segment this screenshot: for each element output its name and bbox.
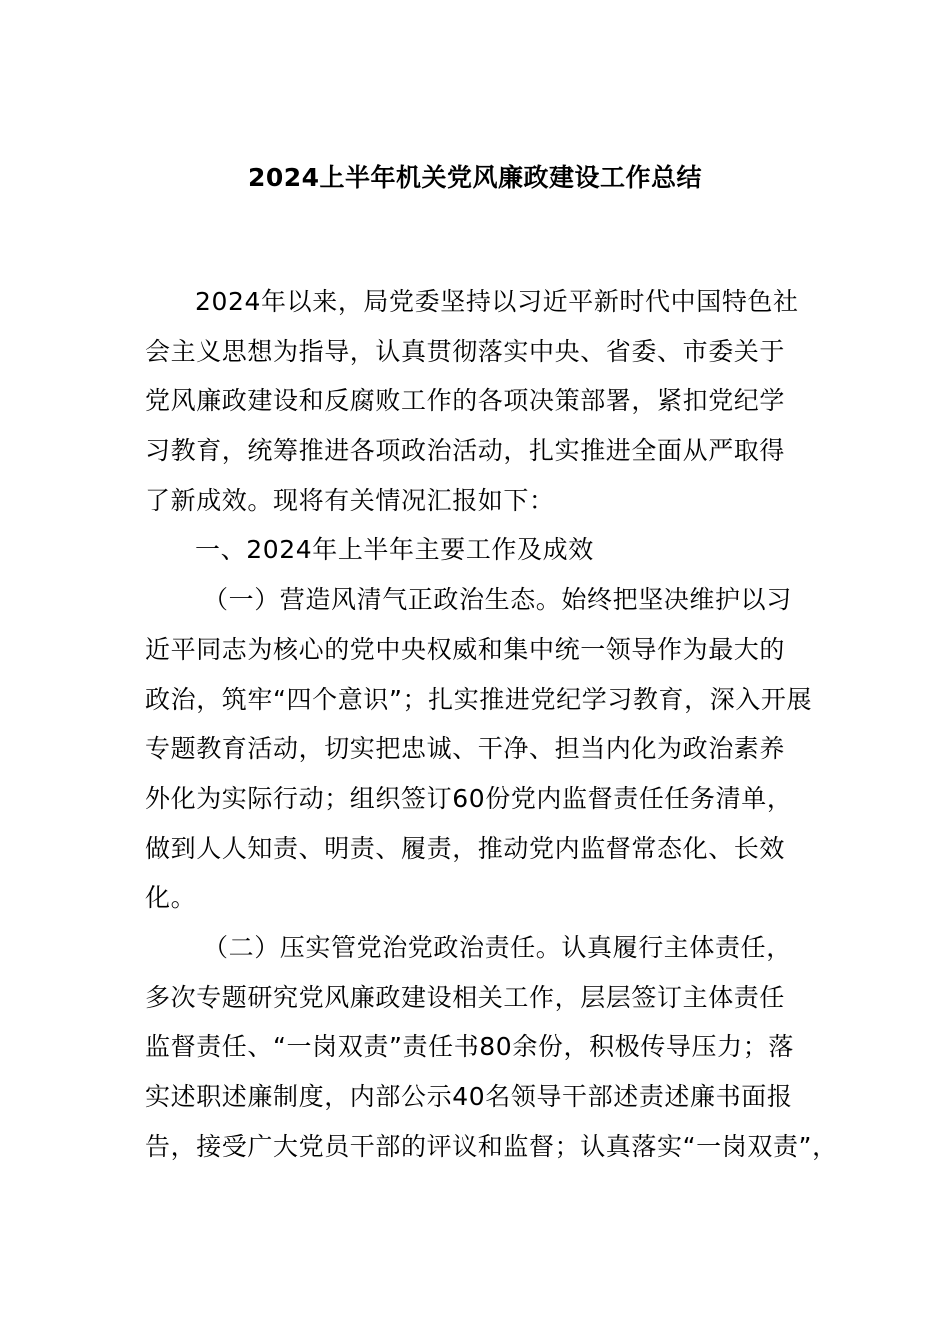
document-body [145,277,838,1171]
paragraph-line: 做到人人知责、明责、履责，推动党内监督常态化、长效 [145,833,786,863]
paragraph-line: 会主义思想为指导，认真贯彻落实中央、省委、市委关于 [145,336,786,366]
paragraph-line: 化。 [145,883,197,913]
paragraph-line: 告，接受广大党员干部的评议和监督；认真落实“一岗双责”， [145,1131,838,1161]
section-heading: 一、2024年上半年主要工作及成效 [195,535,594,565]
paragraph-line: 政治，筑牢“四个意识”；扎实推进党纪学习教育，深入开展 [145,684,813,714]
paragraph-line: 了新成效。现将有关情况汇报如下： [145,485,555,515]
paragraph-line: 近平同志为核心的党中央权威和集中统一领导作为最大的 [145,634,786,664]
paragraph-line: 外化为实际行动；组织签订60份党内监督责任任务清单， [145,783,793,813]
paragraph-line: （二）压实管党治党政治责任。认真履行主体责任， [203,932,792,962]
paragraph-line: 党风廉政建设和反腐败工作的各项决策部署，紧扣党纪学 [145,386,786,416]
paragraph-line: 习教育，统筹推进各项政治活动，扎实推进全面从严取得 [145,436,786,466]
paragraph-line: 实述职述廉制度，内部公示40名领导干部述责述廉书面报 [145,1082,793,1111]
paragraph-line: 2024年以来，局党委坚持以习近平新时代中国特色社 [195,287,799,316]
document-title: 2024上半年机关党风廉政建设工作总结 [247,163,703,192]
paragraph-line: 多次专题研究党风廉政建设相关工作，层层签订主体责任 [145,982,786,1012]
paragraph-line: （一）营造风清气正政治生态。始终把坚决维护以习 [203,585,792,615]
paragraph-line: 监督责任、“一岗双责”责任书80余份，积极传导压力；落 [145,1032,794,1062]
paragraph-line: 专题教育活动，切实把忠诚、干净、担当内化为政治素养 [145,734,786,764]
